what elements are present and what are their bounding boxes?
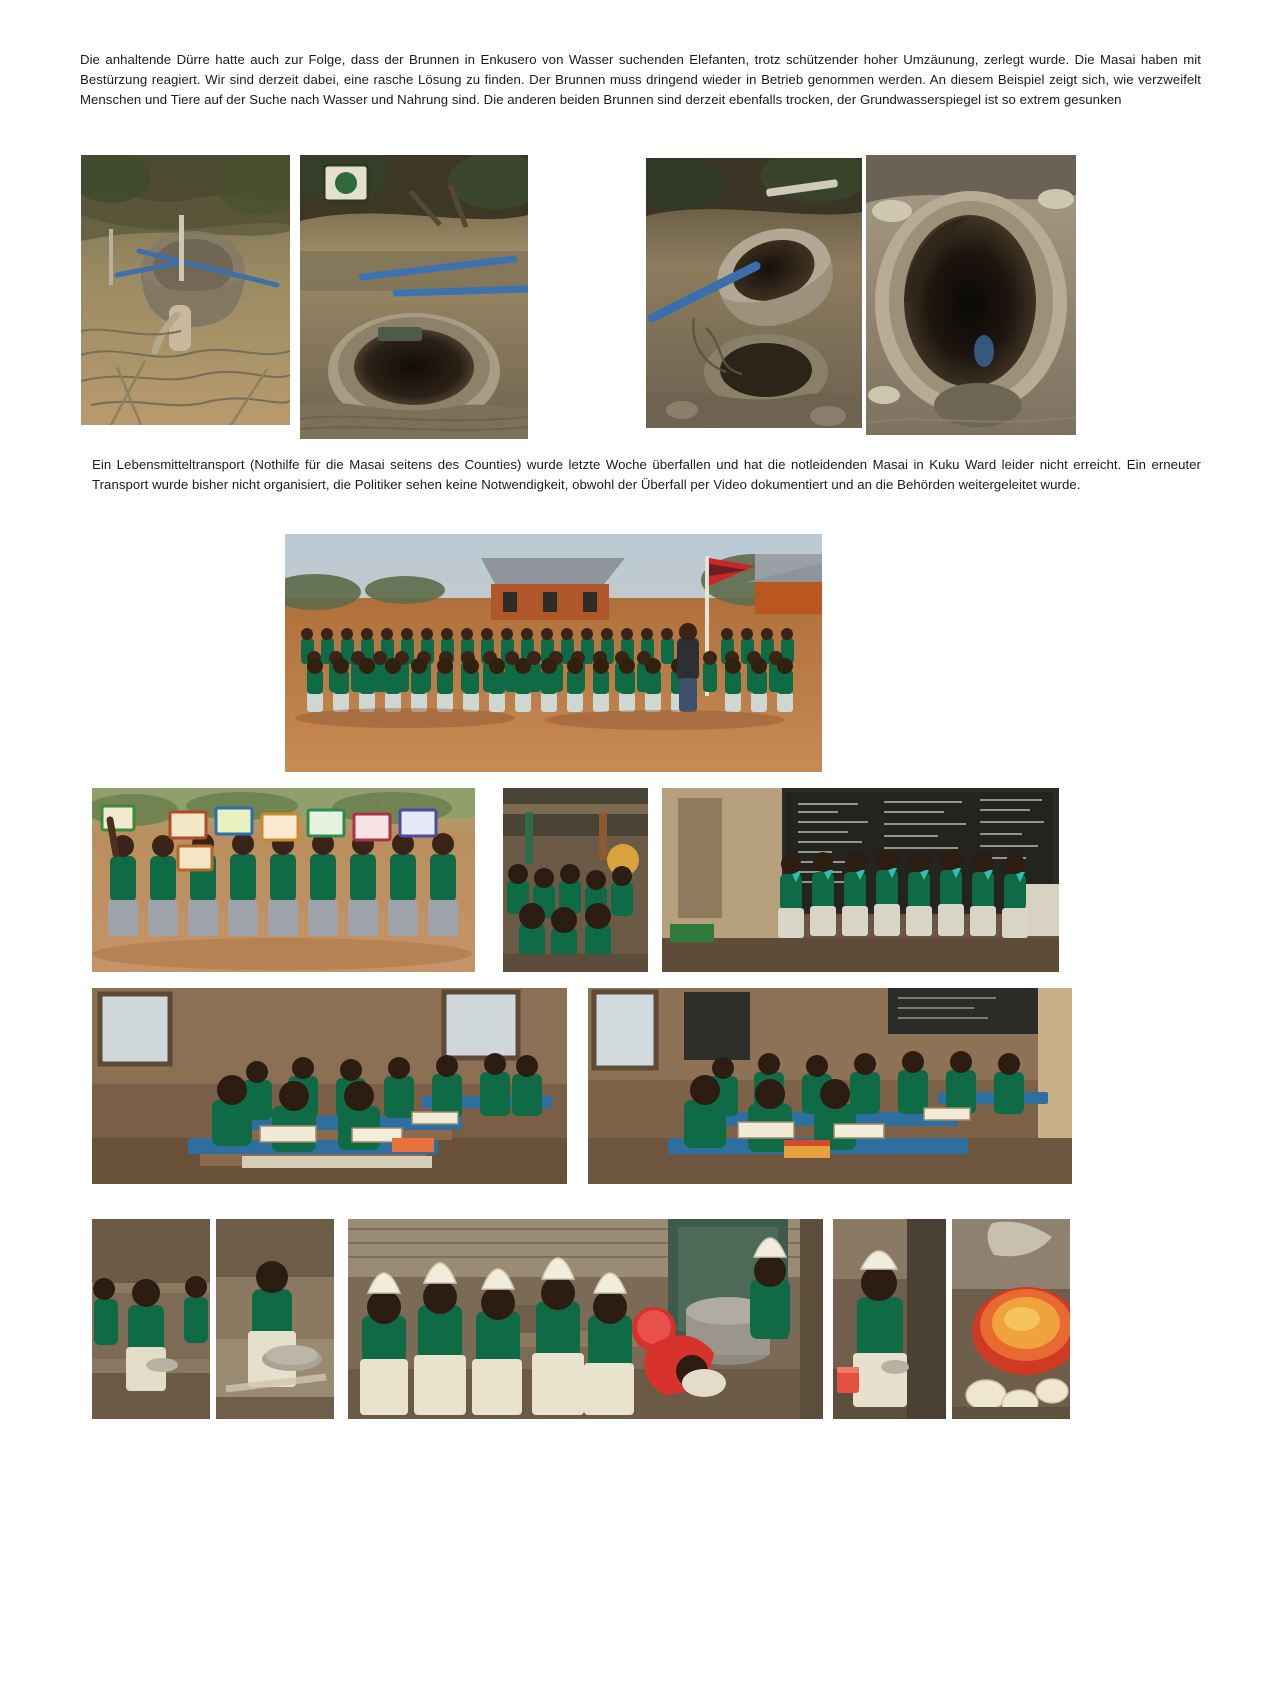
photo-dry-well-shaft-interior (866, 155, 1076, 435)
photo-image (662, 788, 1059, 972)
photo-image (285, 534, 822, 772)
photo-kitchen-pupil-cup (833, 1219, 946, 1419)
photo-kitchen-pupil-1 (92, 1219, 210, 1419)
photo-destroyed-well-concrete-ring (81, 155, 290, 425)
photo-image (833, 1219, 946, 1419)
photo-image (300, 155, 528, 439)
photo-classroom-lesson-1 (92, 988, 567, 1184)
photo-image (646, 158, 862, 428)
photo-pupils-in-shade (503, 788, 648, 972)
photo-image (216, 1219, 334, 1419)
photo-image (952, 1219, 1070, 1419)
photo-image (92, 988, 567, 1184)
photo-school-assembly-kenya-flag (285, 534, 822, 772)
photo-image (348, 1219, 823, 1419)
photo-image (81, 155, 290, 425)
photo-pupils-at-blackboard (662, 788, 1059, 972)
photo-image (588, 988, 1072, 1184)
photo-red-bowl-eggs (952, 1219, 1070, 1419)
paragraph-drought-well: Die anhaltende Dürre hatte auch zur Folge, dass der Brunnen in Enkusero von Wasser suchenden Elefanten, trotz schützender hoher Umzäunung, zerlegt wurde. Die Masai haben mit Bestürzung reagiert. Wir sind derzeit dabei, eine rasche Lösung zu finden. Der Brunnen muss dringend wieder in Betrieb genommen werden. An diesem Beispiel zeigt sich, wie verzweifelt Menschen und Tiere auf der Suche nach Wasser und Nahrung sind. Die anderen beiden Brunnen sind derzeit ebenfalls trocken, der Grundwasserspiegel ist so extrem gesunken (80, 52, 1201, 108)
photo-open-well-shaft-blue-pipe (300, 155, 528, 439)
photo-image (92, 788, 475, 972)
photo-kitchen-pupil-bowl (216, 1219, 334, 1419)
photo-pupils-holding-books (92, 788, 475, 972)
photo-classroom-lesson-2 (588, 988, 1072, 1184)
photo-cooking-class-hats (348, 1219, 823, 1419)
photo-image (866, 155, 1076, 435)
paragraph-food-transport: Ein Lebensmitteltransport (Nothilfe für die Masai seitens des Counties) wurde letzte Woche überfallen und hat die notleidenden Masai in Kuku Ward leider nicht erreicht. Ein erneuter Transport wurde bisher nicht organisiert, die Politiker sehen keine Notwendigkeit, obwohl der Überfall per Video dokumentiert und an die Behörden weitergeleitet wurde. (92, 457, 1201, 493)
photo-image (92, 1219, 210, 1419)
photo-broken-well-head (646, 158, 862, 428)
photo-image (503, 788, 648, 972)
